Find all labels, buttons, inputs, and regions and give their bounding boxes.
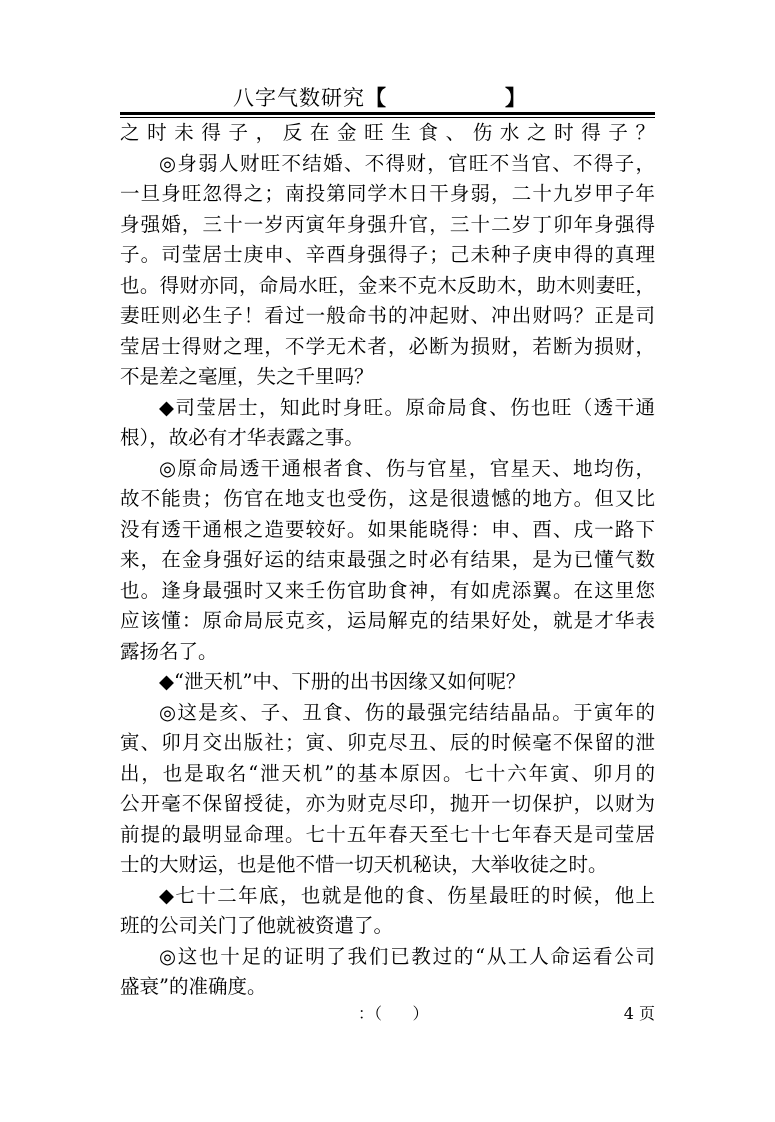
text-line: 来，在金身强好运的结束最强之时必有结果，是为已懂气数 [120, 548, 655, 571]
text-line: 之时未得子，反在金旺生食、伤水之时得子？ [120, 121, 655, 144]
text-line: ◎身弱人财旺不结婚、不得财，官旺不当官、不得子， [159, 151, 655, 175]
text-line: 应该懂：原命局辰克亥，运局解克的结果好处，就是才华表 [120, 609, 655, 632]
text-line: 根），故必有才华表露之事。 [120, 426, 364, 449]
text-line: 也。逢身最强时又来壬伤官助食神，有如虎添翼。在这里您 [120, 578, 655, 602]
footer-center-text: ：（ ） [358, 1004, 429, 1023]
text-line: 寅、卯月交出版社；寅、卯克尽丑、辰的时候毫不保留的泄 [120, 731, 655, 754]
text-line: 莹居士得财之理，不学无术者，必断为损财，若断为损财， [120, 334, 655, 358]
text-line: 公开毫不保留授徒，亦为财克尽印，抛开一切保护，以财为 [120, 792, 655, 815]
header-title [233, 84, 527, 112]
text-line: 班的公司关门了他就被资遣了。 [120, 914, 394, 937]
text-line: 盛衰”的准确度。 [120, 975, 267, 998]
text-line: 身强婚，三十一岁丙寅年身强升官，三十二岁丁卯年身强得 [120, 212, 655, 236]
text-line: ◆七十二年底，也就是他的食、伤星最旺的时候，他上 [159, 883, 655, 907]
text-line: 一旦身旺忽得之；南投第同学木日干身弱，二十九岁甲子年 [120, 182, 655, 205]
body-text [120, 118, 655, 1003]
header-title-text: 八字气数研究 [233, 86, 365, 110]
page-header [120, 84, 655, 112]
text-line: ◎原命局透干通根者食、伤与官星，官星天、地均伤， [159, 456, 655, 480]
header-bracket-close: 】 [505, 85, 527, 110]
text-line: 也。得财亦同，命局水旺，金来不克木反助木，助木则妻旺， [120, 273, 655, 297]
text-line: ◎这也十足的证明了我们已教过的“从工人命运看公司 [159, 944, 655, 968]
header-bracket-open: 【 [365, 85, 387, 110]
text-line: 露扬名了。 [120, 639, 218, 663]
text-line: ◆“泄天机”中、下册的出书因缘又如何呢？ [159, 670, 526, 693]
text-line: 没有透干通根之造要较好。如果能晓得：申、酉、戌一路下 [120, 517, 655, 541]
text-line: ◎这是亥、子、丑食、伤的最强完结结晶品。于寅年的 [159, 700, 655, 724]
text-line: 子。司莹居士庚申、辛酉身强得子；己未种子庚申得的真理 [120, 243, 655, 266]
text-line: 出，也是取名“泄天机”的基本原因。七十六年寅、卯月的 [120, 761, 655, 785]
text-line: 故不能贵；伤官在地支也受伤，这是很遗憾的地方。但又比 [120, 487, 655, 510]
text-line: 不是差之毫厘，失之千里吗？ [120, 365, 374, 388]
page-number: 4 页 [623, 1004, 655, 1023]
text-line: 妻旺则必生子！看过一般命书的冲起财、冲出财吗？正是司 [120, 304, 655, 327]
text-line: ◆司莹居士，知此时身旺。原命局食、伤也旺（透干通 [159, 395, 655, 419]
text-line: 士的大财运，也是他不惜一切天机秘诀，大举收徒之时。 [120, 853, 608, 876]
page-footer [120, 1002, 655, 1026]
header-rule-thick [120, 112, 655, 115]
text-line: 前提的最明显命理。七十五年春天至七十七年春天是司莹居 [120, 822, 655, 846]
